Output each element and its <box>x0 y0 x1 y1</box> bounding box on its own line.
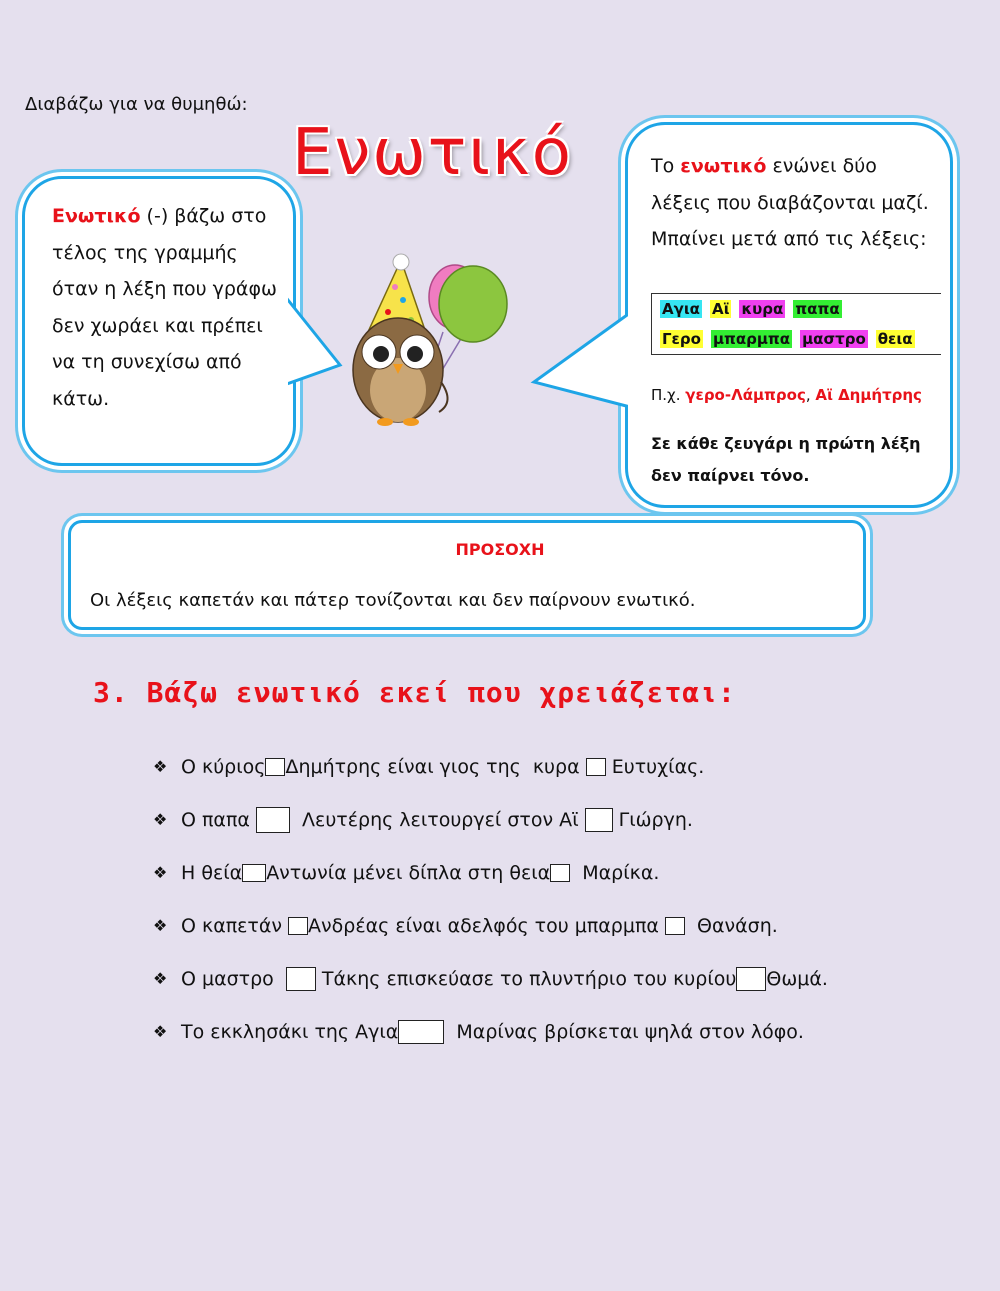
sentence-part: Τάκης επισκεύασε το πλυντήριο του κυρίου <box>315 967 737 990</box>
sentence-part: Ο κύριος <box>181 755 266 778</box>
right-bubble-body: ενώνει δύο λέξεις που διαβάζονται μαζί. Μπαίνει μετά από τις λέξεις: <box>651 155 929 250</box>
bullet-icon: ❖ <box>153 757 168 776</box>
hyphen-answer-box[interactable] <box>398 1020 444 1044</box>
left-bubble-keyword: Ενωτικό <box>52 205 141 227</box>
sentence-part: Μαρίνας βρίσκεται ψηλά στον λόφο. <box>444 1020 804 1043</box>
sentence-part: Ανδρέας είναι αδελφός του μπαρμπα <box>308 914 665 937</box>
intro-text: Διαβάζω για να θυμηθώ: <box>25 94 248 115</box>
page-title: Ενωτικό <box>292 116 573 190</box>
rule-text: Σε κάθε ζευγάρι η πρώτη λέξη δεν παίρνει τόνο. <box>651 434 921 485</box>
word-pairs-table <box>651 293 941 355</box>
sentence-part: Ο μαστρο <box>181 967 286 990</box>
hyphen-answer-box[interactable] <box>585 808 613 832</box>
example-word-2: Αϊ Δημήτρης <box>815 386 922 404</box>
hyphen-answer-box[interactable] <box>256 807 290 833</box>
right-bubble-keyword: ενωτικό <box>680 155 767 177</box>
hyphen-answer-box[interactable] <box>242 864 266 882</box>
owl-with-balloons-illustration <box>343 252 513 432</box>
hyphen-answer-box[interactable] <box>665 917 685 935</box>
sentence-part: Το εκκλησάκι της Αγια <box>181 1020 399 1043</box>
pair-word: Αϊ <box>711 300 730 318</box>
list-item <box>153 846 953 899</box>
pair-word: θεια <box>877 330 913 348</box>
right-bubble-prefix: Το <box>651 155 681 177</box>
bullet-icon: ❖ <box>153 969 168 988</box>
example-word-1: γερο-Λάμπρος <box>685 386 806 404</box>
exercise-list <box>153 740 953 1058</box>
hyphen-answer-box[interactable] <box>288 917 308 935</box>
left-bubble-tail <box>278 285 348 395</box>
sentence-part: Ο καπετάν <box>181 914 289 937</box>
attention-title: ΠΡΟΣΟΧΗ <box>455 540 545 559</box>
list-item <box>153 740 953 793</box>
bullet-icon: ❖ <box>153 916 168 935</box>
sentence-part: Δημήτρης είναι γιος της κυρα <box>285 755 586 778</box>
pair-word: μαστρο <box>802 330 866 348</box>
hyphen-answer-box[interactable] <box>265 758 285 776</box>
bullet-icon: ❖ <box>153 1022 168 1041</box>
example-line <box>651 386 922 404</box>
sentence-part: Μαρίκα. <box>570 861 660 884</box>
bullet-icon: ❖ <box>153 810 168 829</box>
right-bubble-tail <box>530 300 640 420</box>
pair-word: παπα <box>795 300 840 318</box>
list-item <box>153 1005 953 1058</box>
right-bubble-text <box>651 148 941 258</box>
sentence-part: Ο παπα <box>181 808 256 831</box>
list-item <box>153 793 953 846</box>
example-separator: , <box>805 386 816 404</box>
list-item <box>153 899 953 952</box>
pair-word: Αγια <box>662 300 700 318</box>
attention-text: Οι λέξεις καπετάν και πάτερ τονίζονται και δεν παίρνουν ενωτικό. <box>90 590 696 610</box>
bullet-icon: ❖ <box>153 863 168 882</box>
hyphen-answer-box[interactable] <box>736 967 766 991</box>
hyphen-answer-box[interactable] <box>550 864 570 882</box>
word-pairs-row-2 <box>652 324 941 354</box>
list-item <box>153 952 953 1005</box>
pair-word: κυρα <box>741 300 784 318</box>
attention-box <box>68 520 866 630</box>
hyphen-answer-box[interactable] <box>586 758 606 776</box>
sentence-part: Ευτυχίας. <box>605 755 705 778</box>
word-pairs-row-1 <box>652 294 941 324</box>
left-bubble-text <box>52 198 282 417</box>
hyphen-answer-box[interactable] <box>286 967 316 991</box>
left-bubble-body: (-) βάζω στο τέλος της γραμμής όταν η λέξη που γράφω δεν χωράει και πρέπει να τη συνεχίσω από κάτω. <box>52 205 277 410</box>
sentence-part: Αντωνία μένει δίπλα στη θεια <box>266 861 551 884</box>
pair-word: μπαρμπα <box>712 330 791 348</box>
pair-word: Γερο <box>662 330 701 348</box>
sentence-part: Θανάση. <box>684 914 778 937</box>
exercise-title: 3. Βάζω ενωτικό εκεί που χρειάζεται: <box>93 676 736 709</box>
sentence-part: Η θεία <box>181 861 243 884</box>
sentence-part: Λευτέρης λειτουργεί στον Αϊ <box>289 808 585 831</box>
sentence-part: Γιώργη. <box>612 808 693 831</box>
sentence-part: Θωμά. <box>766 967 828 990</box>
example-prefix: Π.χ. <box>651 386 686 404</box>
